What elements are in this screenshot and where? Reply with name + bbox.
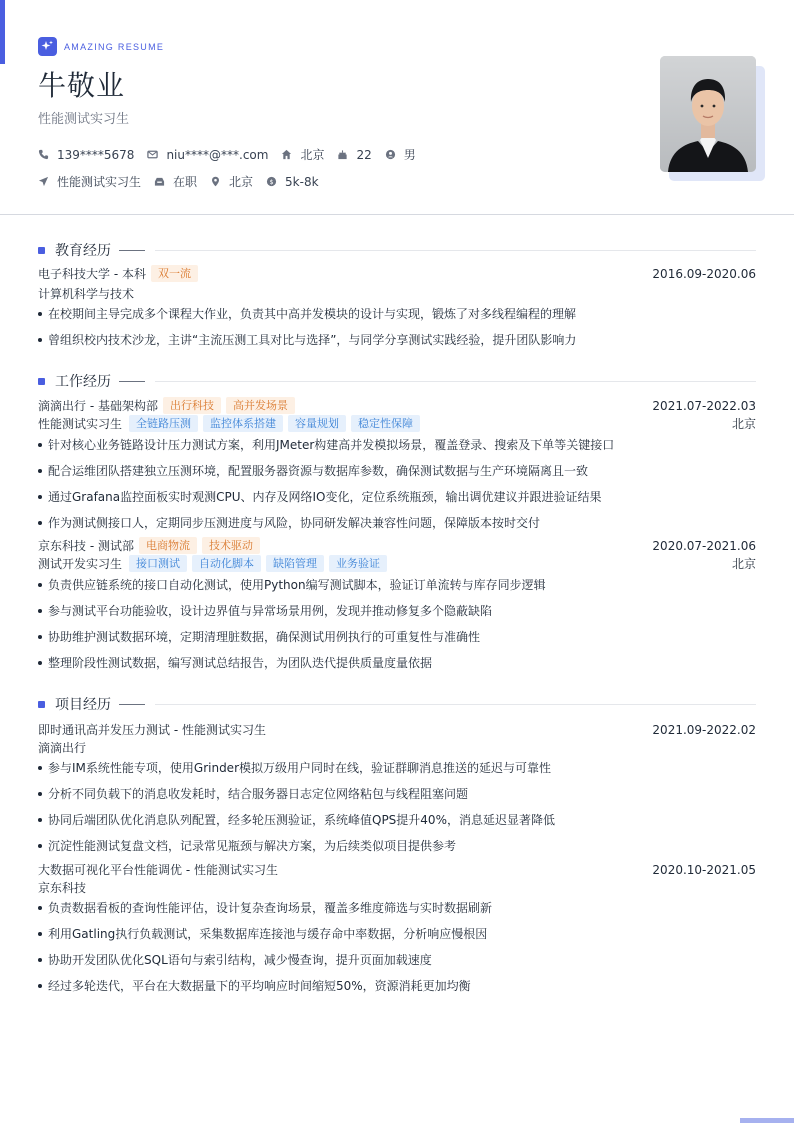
bullet-text: 负责数据看板的查询性能评估，设计复杂查询场景，覆盖多维度筛选与实时数据刷新 [48, 901, 493, 915]
coin-icon [266, 176, 277, 187]
job-bullet [38, 576, 756, 593]
project-bullet [38, 785, 756, 802]
location-pin-icon [210, 176, 221, 187]
project-bullet [38, 951, 756, 968]
job-bullet [38, 462, 756, 479]
section-projects-title [38, 694, 756, 714]
bullet-dot [38, 312, 42, 316]
bullet-dot [38, 818, 42, 822]
education-bullet [38, 331, 756, 348]
cake-icon [337, 149, 348, 160]
role-tag: 接口测试 [129, 555, 187, 572]
phone-value: 139****5678 [57, 147, 135, 162]
job-role-row [38, 555, 756, 572]
bullet-text: 作为测试侧接口人，定期同步压测进度与风险，协同研发解决兼容性问题，保障版本按时交付 [48, 516, 541, 530]
role-tag: 全链路压测 [129, 415, 198, 432]
section-education-title [38, 240, 756, 260]
role-tag: 稳定性保障 [351, 415, 420, 432]
project-bullet [38, 977, 756, 994]
section-title-text: 工作经历 [55, 374, 111, 390]
inbox-icon [154, 176, 165, 187]
svg-text:$: $ [269, 177, 274, 186]
role-name: 性能测试实习生 [38, 417, 123, 431]
home-icon [281, 149, 292, 160]
section-dot [38, 701, 45, 708]
education-date: 2016.09-2020.06 [652, 266, 756, 281]
company-tag: 电商物流 [139, 537, 197, 554]
job-bullet [38, 436, 756, 453]
city-item [281, 146, 324, 163]
role-tag: 自动化脚本 [192, 555, 261, 572]
job-role-row [38, 415, 756, 432]
bullet-text: 整理阶段性测试数据，编写测试总结报告，为团队迭代提供质量度量依据 [48, 656, 433, 670]
project-bullet [38, 759, 756, 776]
job-bullet [38, 488, 756, 505]
project-bullet [38, 837, 756, 854]
candidate-name: 牛敬业 [38, 69, 126, 102]
sparkle-icon [38, 37, 57, 56]
section-dot [38, 247, 45, 254]
role-tag: 容量规划 [288, 415, 346, 432]
project-date: 2021.09-2022.02 [652, 722, 756, 737]
phone-item [38, 148, 134, 162]
contact-row [38, 146, 429, 163]
job-company-row [38, 397, 756, 414]
age-item [337, 148, 371, 162]
profile-photo [660, 56, 756, 172]
bullet-dot [38, 583, 42, 587]
bullet-text: 协助维护测试数据环境，定期清理脏数据，确保测试用例执行的可重复性与准确性 [48, 630, 481, 644]
section-divider-long [155, 250, 756, 251]
bullet-text: 经过多轮迭代，平台在大数据量下的平均响应时间缩短50%，资源消耗更加均衡 [48, 979, 471, 993]
project-name: 即时通讯高并发压力测试 - 性能测试实习生 [38, 723, 266, 737]
job-date: 2020.07-2021.06 [652, 538, 756, 553]
job-bullet [38, 628, 756, 645]
company-name: 滴滴出行 - 基础架构部 [38, 399, 158, 413]
role-name: 测试开发实习生 [38, 557, 123, 571]
bullet-dot [38, 609, 42, 613]
bullet-text: 参与测试平台功能验收，设计边界值与异常场景用例，发现并推动修复多个隐蔽缺陷 [48, 604, 493, 618]
section-title-text: 教育经历 [55, 243, 111, 259]
section-title-text: 项目经历 [55, 697, 111, 713]
bullet-text: 曾组织校内技术沙龙，主讲“主流压测工具对比与选择”，与同学分享测试实践经验，提升团队影响力 [48, 333, 577, 347]
education-bullet [38, 305, 756, 322]
bullet-dot [38, 635, 42, 639]
send-icon [38, 176, 49, 187]
target-city-value: 北京 [229, 175, 254, 189]
project-bullet [38, 811, 756, 828]
bullet-dot [38, 958, 42, 962]
company-name: 京东科技 - 测试部 [38, 539, 134, 553]
project-org: 京东科技 [38, 881, 87, 895]
candidate-title: 性能测试实习生 [38, 112, 130, 127]
job-location: 北京 [731, 417, 756, 431]
section-work-title [38, 371, 756, 391]
bullet-text: 利用Gatling执行负载测试，采集数据库连接池与缓存命中率数据，分析响应慢根因 [48, 927, 488, 941]
project-org: 滴滴出行 [38, 741, 87, 755]
bullet-text: 针对核心业务链路设计压力测试方案，利用JMeter构建高并发模拟场景，覆盖登录、搜索及下单等关键接口 [48, 438, 615, 452]
bullet-text: 协助开发团队优化SQL语句与索引结构，减少慢查询，提升页面加载速度 [48, 953, 432, 967]
bullet-dot [38, 766, 42, 770]
age-value: 22 [356, 147, 372, 162]
bullet-text: 负责供应链系统的接口自动化测试，使用Python编写测试脚本，验证订单流转与库存同步逻辑 [48, 578, 546, 592]
section-divider-long [155, 381, 756, 382]
bullet-dot [38, 469, 42, 473]
company-tag: 高并发场景 [226, 397, 295, 414]
role-tag: 监控体系搭建 [203, 415, 283, 432]
brand [38, 37, 164, 56]
target-position-item [38, 173, 141, 190]
school-name: 电子科技大学 - 本科 [38, 267, 146, 281]
resume-header [0, 0, 794, 215]
bullet-dot [38, 844, 42, 848]
project-org-row [38, 879, 756, 896]
company-tag: 出行科技 [163, 397, 221, 414]
job-company-row [38, 537, 756, 554]
bullet-dot [38, 932, 42, 936]
project-name-row [38, 721, 756, 738]
education-school-row [38, 265, 756, 282]
job-bullet [38, 514, 756, 531]
bullet-text: 协同后端团队优化消息队列配置，经多轮压测验证，系统峰值QPS提升40%，消息延迟显著降低 [48, 813, 555, 827]
job-bullet [38, 602, 756, 619]
bullet-text: 通过Grafana监控面板实时观测CPU、内存及网络IO变化，定位系统瓶颈，输出调优建议并跟进验证结果 [48, 490, 602, 504]
bullet-dot [38, 521, 42, 525]
target-city-item [210, 173, 253, 190]
project-name: 大数据可视化平台性能调优 - 性能测试实习生 [38, 863, 278, 877]
role-tag: 缺陷管理 [266, 555, 324, 572]
job-bullet [38, 654, 756, 671]
bullet-dot [38, 906, 42, 910]
gender-value: 男 [403, 148, 416, 162]
bullet-text: 沉淀性能测试复盘文档，记录常见瓶颈与解决方案，为后续类似项目提供参考 [48, 839, 457, 853]
job-date: 2021.07-2022.03 [652, 398, 756, 413]
bullet-dot [38, 984, 42, 988]
mail-icon [147, 149, 158, 160]
status-item [154, 173, 197, 190]
major: 计算机科学与技术 [38, 287, 135, 301]
role-tag: 业务验证 [329, 555, 387, 572]
bullet-dot [38, 661, 42, 665]
section-divider-short [119, 250, 145, 251]
project-org-row [38, 739, 756, 756]
salary-value: 5k-8k [285, 174, 319, 189]
section-divider-short [119, 381, 145, 382]
bullet-text: 参与IM系统性能专项，使用Grinder模拟万级用户同时在线，验证群聊消息推送的延迟与可靠性 [48, 761, 552, 775]
accent-bar-bottom [740, 1118, 794, 1123]
bullet-dot [38, 792, 42, 796]
company-tag: 技术驱动 [202, 537, 260, 554]
bullet-text: 配合运维团队搭建独立压测环境，配置服务器资源与数据库参数，确保测试数据与生产环境隔离且一致 [48, 464, 589, 478]
email-item [147, 148, 268, 162]
phone-icon [38, 149, 49, 160]
target-position-value: 性能测试实习生 [57, 175, 142, 189]
section-divider-long [155, 704, 756, 705]
bullet-dot [38, 495, 42, 499]
job-location: 北京 [731, 557, 756, 571]
city-value: 北京 [300, 148, 325, 162]
status-value: 在职 [173, 175, 198, 189]
bullet-text: 在校期间主导完成多个课程大作业，负责其中高并发模块的设计与实现，锻炼了对多线程编程的理解 [48, 307, 577, 321]
school-tag: 双一流 [151, 265, 198, 282]
project-bullet [38, 899, 756, 916]
section-divider-short [119, 704, 145, 705]
section-dot [38, 378, 45, 385]
gender-item [385, 146, 416, 163]
bullet-dot [38, 443, 42, 447]
project-date: 2020.10-2021.05 [652, 862, 756, 877]
brand-text: AMAZING RESUME [64, 41, 165, 52]
project-name-row [38, 861, 756, 878]
project-bullet [38, 925, 756, 942]
bullet-text: 分析不同负载下的消息收发耗时，结合服务器日志定位网络粘包与线程阻塞问题 [48, 787, 469, 801]
salary-item [266, 175, 319, 189]
education-major-row [38, 285, 756, 302]
user-circle-icon [385, 149, 396, 160]
bullet-dot [38, 338, 42, 342]
job-intent-row [38, 173, 332, 190]
email-value: niu****@***.com [166, 147, 269, 162]
